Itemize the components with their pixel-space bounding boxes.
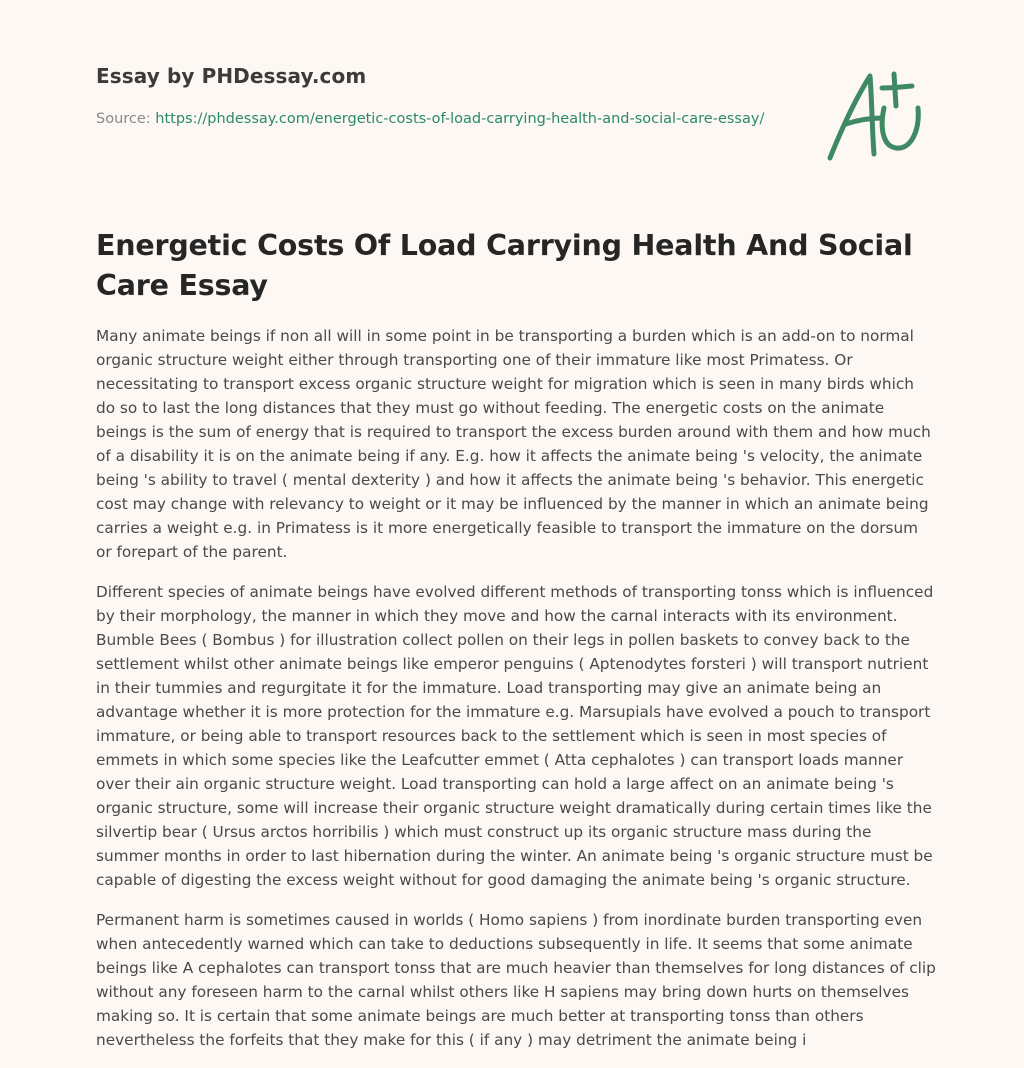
source-label: Source: xyxy=(96,111,151,127)
source-link[interactable]: https://phdessay.com/energetic-costs-of-load-carrying-health-and-social-care-essay/ xyxy=(155,111,765,127)
essay-paragraph: Many animate beings if non all will in some point in be transporting a burden which is an add-on to normal organic structure weight either through transporting one of their immature like most Primatess. Or necessitating to transport excess organic structure weight for migration which is seen in many birds which do so to last the long distances that they must go without feeding. The energetic costs on the animate beings is the sum of energy that is required to transport the excess burden around with them and how much of a disability it is on the animate being if any. E.g. how it affects the animate being 's velocity, the animate being 's ability to travel ( mental dexterity ) and how it affects the animate being 's behavior. This energetic cost may change with relevancy to weight or it may be influenced by the manner in which an animate being carries a weight e.g. in Primatess is it more energetically feasible to transport the immature on the dorsum or forepart of the parent. xyxy=(96,327,931,561)
essay-paragraph: Permanent harm is sometimes caused in worlds ( Homo sapiens ) from inordinate burden transporting even when antecedently warned which can take to deductions subsequently in life. It seems that some animate beings like A cephalotes can transport tonss that are much heavier than themselves for long distances of clip without any foreseen harm to the carnal whilst others like H sapiens may bring down hurts on themselves making so. It is certain that some animate beings are much better at transporting tonss than others nevertheless the forfeits that they make for this ( if any ) may detriment the animate being i xyxy=(96,911,936,1049)
essay-title: Energetic Costs Of Load Carrying Health And Social Care Essay xyxy=(96,229,913,302)
essay-paragraph: Different species of animate beings have evolved different methods of transporting tonss which is influenced by their morphology, the manner in which they move and how the carnal interacts with its environment. Bumble Bees ( Bombus ) for illustration collect pollen on their legs in pollen baskets to convey back to the settlement whilst other animate beings like emperor penguins ( Aptenodytes forsteri ) will transport nutrient in their tummies and regurgitate it for the immature. Load transporting may give an animate being an advantage whether it is more protection for the immature e.g. Marsupials have evolved a pouch to transport immature, or being able to transport resources back to the settlement which is seen in most species of emmets in which some species like the Leafcutter emmet ( Atta cephalotes ) can transport loads manner over their ain organic structure weight. Load transporting can hold a large affect on an animate being 's organic structure, some will increase their organic structure weight dramatically during certain times like the silvertip bear ( Ursus arctos horribilis ) which must construct up its organic structure mass during the summer months in order to last hibernation during the winter. An animate being 's organic structure must be capable of digesting the excess weight without for good damaging the animate being 's organic structure. xyxy=(96,583,934,889)
header xyxy=(96,64,776,130)
source-line xyxy=(96,108,776,130)
essay-body xyxy=(96,324,936,1068)
a-plus-icon xyxy=(822,66,928,166)
site-title: Essay by PHDessay.com xyxy=(96,64,367,88)
